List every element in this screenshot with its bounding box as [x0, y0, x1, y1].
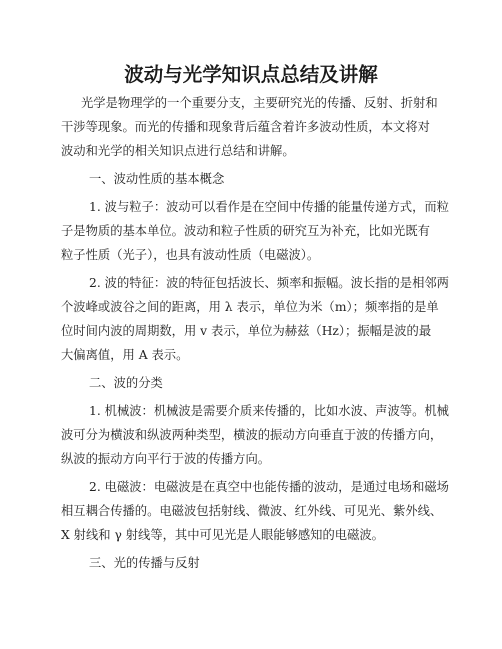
- document-title: 波动与光学知识点总结及讲解: [124, 63, 378, 86]
- text-line: 粒子性质（光子），也具有波动性质（电磁波）。: [61, 248, 320, 262]
- text-line: 波动和光学的相关知识点进行总结和讲解。: [61, 144, 295, 158]
- text-line: 个波峰或波谷之间的距离，用 λ 表示，单位为米（m）；频率指的是单: [61, 300, 439, 314]
- text-line: X 射线和 γ 射线等，其中可见光是人眼能够感知的电磁波。: [61, 528, 384, 542]
- text-line: 干涉等现象。而光的传播和现象背后蕴含着许多波动性质，本文将对: [61, 120, 430, 134]
- text-line: 1. 波与粒子：波动可以看作是在空间中传播的能量传递方式，而粒: [89, 200, 449, 214]
- section-heading-1: 一、波动性质的基本概念: [89, 172, 225, 186]
- text-line: 2. 电磁波：电磁波是在真空中也能传播的波动，是通过电场和磁场: [89, 480, 449, 494]
- section-heading-3: 三、光的传播与反射: [89, 556, 200, 570]
- text-line: 位时间内波的周期数，用 v 表示，单位为赫兹（Hz）；振幅是波的最: [61, 324, 432, 338]
- text-line: 大偏离值，用 A 表示。: [61, 348, 189, 362]
- text-line: 纵波的振动方向平行于波的传播方向。: [61, 452, 271, 466]
- text-line: 1. 机械波：机械波是需要介质来传播的，比如水波、声波等。机械: [89, 404, 449, 418]
- text-line: 子是物质的基本单位。波动和粒子性质的研究互为补充，比如光既有: [61, 224, 430, 238]
- text-line: 2. 波的特征：波的特征包括波长、频率和振幅。波长指的是相邻两: [89, 276, 449, 290]
- text-line: 相互耦合传播的。电磁波包括射线、微波、红外线、可见光、紫外线、: [61, 504, 443, 518]
- section-heading-2: 二、波的分类: [89, 376, 163, 390]
- text-line: 波可分为横波和纵波两种类型，横波的振动方向垂直于波的传播方向，: [61, 428, 443, 442]
- text-line: 光学是物理学的一个重要分支，主要研究光的传播、反射、折射和: [81, 96, 438, 110]
